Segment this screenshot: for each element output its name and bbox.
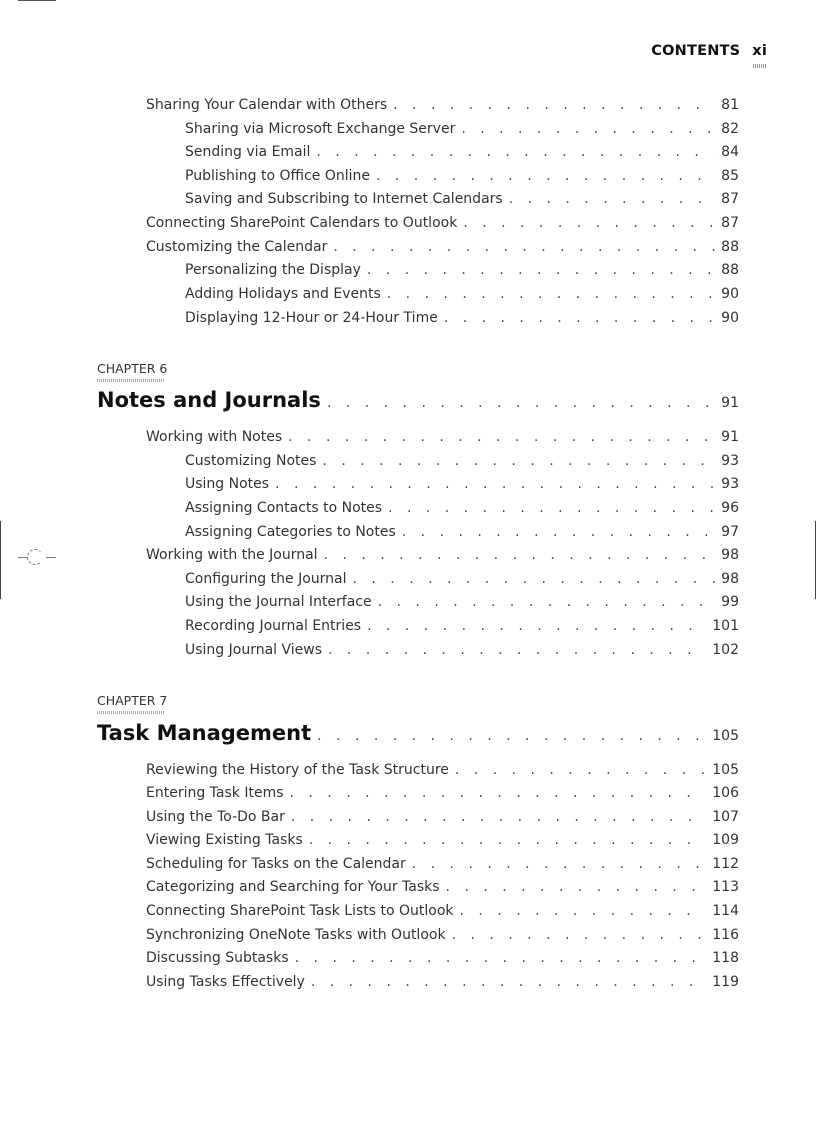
chapter-page: 91 (721, 395, 739, 411)
toc-entry-title: Synchronizing OneNote Tasks with Outlook (146, 927, 446, 943)
toc-entry-title: Using Journal Views (185, 642, 323, 658)
toc-entry[interactable] (185, 500, 739, 520)
toc-entry-page: 88 (721, 239, 739, 255)
leader-dots (455, 762, 706, 778)
leader-dots (446, 879, 707, 895)
toc-entry[interactable] (146, 809, 739, 829)
toc-entry-page: 107 (712, 809, 739, 825)
leader-dots (388, 500, 715, 516)
toc-entry[interactable] (146, 832, 739, 852)
leader-dots (376, 168, 715, 184)
leader-dots (367, 262, 715, 278)
toc-entry[interactable] (146, 215, 739, 235)
running-head-page: xi (752, 43, 767, 59)
toc-entry[interactable] (146, 950, 739, 970)
toc-entry[interactable] (146, 974, 739, 994)
registration-tick-right (46, 557, 56, 558)
leader-dots (316, 144, 715, 160)
toc-entry-title: Scheduling for Tasks on the Calendar (146, 856, 406, 872)
toc-entry[interactable] (185, 262, 739, 282)
toc-entry[interactable] (185, 476, 739, 496)
leader-dots (393, 97, 715, 113)
toc-entry-title: Sharing via Microsoft Exchange Server (185, 121, 456, 137)
leader-dots (463, 215, 715, 231)
leader-dots (288, 429, 715, 445)
toc-entry-page: 118 (712, 950, 739, 966)
toc-entry-title: Reviewing the History of the Task Structure (146, 762, 449, 778)
toc-entry-title: Connecting SharePoint Calendars to Outlook (146, 215, 458, 231)
toc-entry-page: 85 (721, 168, 739, 184)
leader-dots (333, 239, 715, 255)
leader-dots (444, 310, 715, 326)
chapter-label: CHAPTER 6 (97, 361, 168, 376)
chapter-title: Notes and Journals (97, 388, 321, 412)
toc-entry-page: 96 (721, 500, 739, 516)
toc-entry[interactable] (185, 121, 739, 141)
toc-entry-title: Adding Holidays and Events (185, 286, 381, 302)
toc-entry-title: Viewing Existing Tasks (146, 832, 303, 848)
toc-entry[interactable] (146, 762, 739, 782)
toc-entry-title: Sharing Your Calendar with Others (146, 97, 388, 113)
leader-dots (387, 286, 715, 302)
toc-entry[interactable] (185, 594, 739, 614)
toc-entry[interactable] (185, 144, 739, 164)
chapter-rule (97, 711, 165, 714)
toc-entry[interactable] (146, 785, 739, 805)
toc-entry-title: Publishing to Office Online (185, 168, 370, 184)
toc-entry[interactable] (185, 524, 739, 544)
toc-entry-title: Using Tasks Effectively (146, 974, 305, 990)
leader-dots (412, 856, 707, 872)
toc-entry-page: 99 (721, 594, 739, 610)
leader-dots (327, 395, 715, 411)
toc-entry-page: 84 (721, 144, 739, 160)
leader-dots (317, 728, 706, 744)
leader-dots (328, 642, 706, 658)
toc-entry-page: 93 (721, 476, 739, 492)
toc-entry-page: 101 (712, 618, 739, 634)
toc-entry-page: 97 (721, 524, 739, 540)
toc-entry[interactable] (185, 642, 739, 662)
toc-entry-title: Recording Journal Entries (185, 618, 362, 634)
toc-entry-title: Discussing Subtasks (146, 950, 289, 966)
toc-entry-title: Sending via Email (185, 144, 311, 160)
toc-entry-title: Saving and Subscribing to Internet Calendars (185, 191, 503, 207)
leader-dots (275, 476, 715, 492)
leader-dots (311, 974, 706, 990)
leader-dots (291, 809, 706, 825)
leader-dots (378, 594, 716, 610)
toc-entry[interactable] (185, 618, 739, 638)
toc-entry[interactable] (185, 310, 739, 330)
toc-entry-title: Using the To-Do Bar (146, 809, 285, 825)
toc-entry[interactable] (146, 927, 739, 947)
toc-entry-page: 105 (712, 762, 739, 778)
registration-tick-left (18, 557, 28, 558)
toc-entry-page: 88 (721, 262, 739, 278)
toc-entry-page: 98 (721, 547, 739, 563)
chapter-title-row[interactable] (97, 388, 739, 416)
toc-entry-page: 91 (721, 429, 739, 445)
toc-entry-title: Assigning Categories to Notes (185, 524, 396, 540)
toc-entry-page: 112 (712, 856, 739, 872)
toc-entry[interactable] (146, 547, 739, 567)
toc-entry-title: Configuring the Journal (185, 571, 347, 587)
toc-entry-page: 82 (721, 121, 739, 137)
toc-entry-page: 106 (712, 785, 739, 801)
chapter-title: Task Management (97, 721, 312, 745)
toc-entry-title: Entering Task Items (146, 785, 284, 801)
toc-entry-page: 114 (712, 903, 739, 919)
toc-entry[interactable] (185, 571, 739, 591)
running-head (600, 43, 767, 59)
toc-entry-page: 116 (712, 927, 739, 943)
toc-entry-title: Using Notes (185, 476, 270, 492)
toc-entry[interactable] (146, 903, 739, 923)
leader-dots (460, 903, 707, 919)
leader-dots (295, 950, 707, 966)
toc-entry-page: 102 (712, 642, 739, 658)
toc-entry[interactable] (185, 168, 739, 188)
leader-dots (452, 927, 707, 943)
toc-entry-title: Categorizing and Searching for Your Tasks (146, 879, 440, 895)
chapter-title-row[interactable] (97, 721, 739, 749)
toc-entry-title: Customizing the Calendar (146, 239, 328, 255)
toc-entry-page: 90 (721, 286, 739, 302)
leader-dots (309, 832, 707, 848)
chapter-label: CHAPTER 7 (97, 693, 168, 708)
leader-dots (290, 785, 707, 801)
trim-mark (18, 0, 56, 1)
toc-entry-title: Working with Notes (146, 429, 283, 445)
toc-entry[interactable] (185, 453, 739, 473)
toc-entry-page: 81 (721, 97, 739, 113)
registration-mark (27, 549, 43, 565)
toc-entry[interactable] (185, 191, 739, 211)
leader-dots (353, 571, 716, 587)
chapter-page: 105 (712, 728, 739, 744)
leader-dots (509, 191, 715, 207)
chapter-rule (97, 379, 165, 382)
toc-entry-page: 87 (721, 191, 739, 207)
toc-entry-title: Using the Journal Interface (185, 594, 372, 610)
leader-dots (402, 524, 715, 540)
toc-entry[interactable] (146, 239, 739, 259)
toc-entry-title: Connecting SharePoint Task Lists to Outlook (146, 903, 454, 919)
toc-entry-title: Working with the Journal (146, 547, 318, 563)
toc-entry-page: 87 (721, 215, 739, 231)
leader-dots (322, 453, 715, 469)
leader-dots (324, 547, 716, 563)
toc-entry[interactable] (146, 856, 739, 876)
toc-entry-page: 90 (721, 310, 739, 326)
toc-entry-title: Displaying 12-Hour or 24-Hour Time (185, 310, 438, 326)
toc-entry-title: Customizing Notes (185, 453, 317, 469)
toc-entry[interactable] (146, 429, 739, 449)
toc-entry-page: 119 (712, 974, 739, 990)
toc-entry-page: 93 (721, 453, 739, 469)
toc-entry[interactable] (146, 879, 739, 899)
toc-entry[interactable] (185, 286, 739, 306)
running-head-rule (753, 64, 767, 68)
crop-mark-left (0, 521, 1, 599)
leader-dots (461, 121, 715, 137)
toc-entry-page: 98 (721, 571, 739, 587)
leader-dots (367, 618, 706, 634)
toc-entry-page: 109 (712, 832, 739, 848)
toc-entry-title: Assigning Contacts to Notes (185, 500, 383, 516)
toc-entry-page: 113 (712, 879, 739, 895)
toc-entry[interactable] (146, 97, 739, 117)
running-head-label: CONTENTS (651, 43, 741, 59)
toc-entry-title: Personalizing the Display (185, 262, 361, 278)
